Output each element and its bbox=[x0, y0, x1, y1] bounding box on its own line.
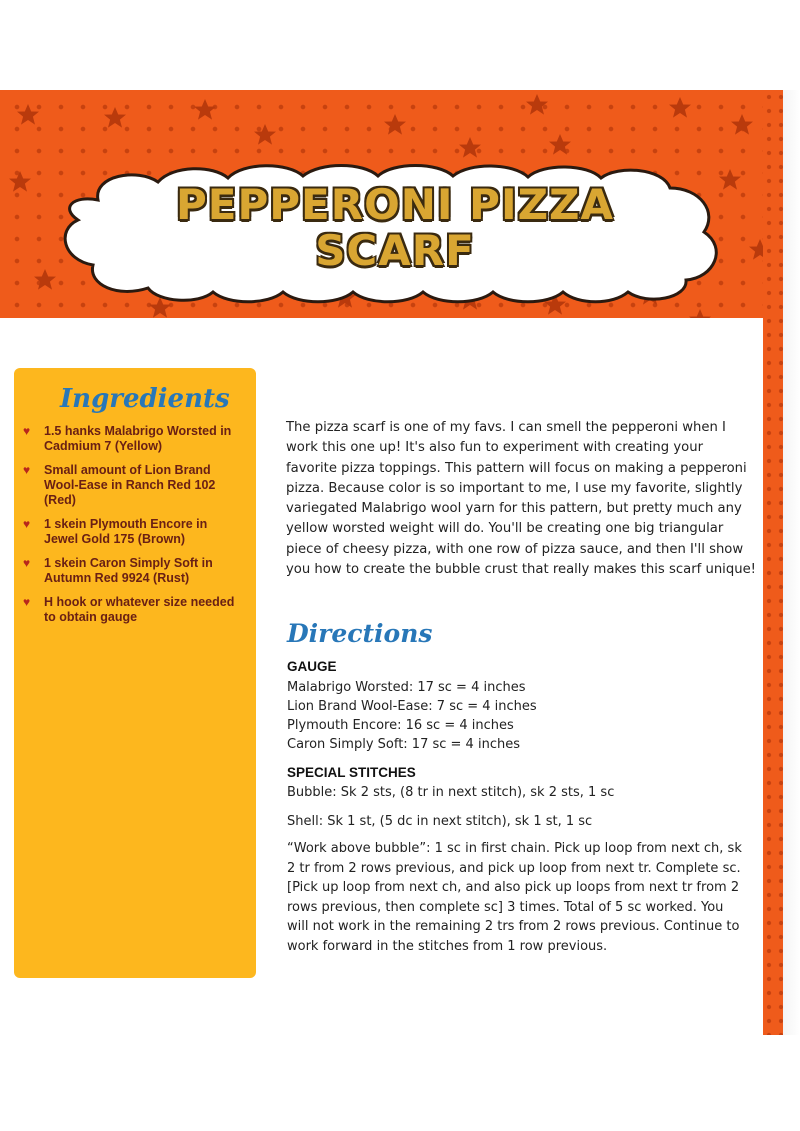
right-page-strip bbox=[763, 90, 783, 1035]
gauge-line: Malabrigo Worsted: 17 sc = 4 inches bbox=[287, 680, 526, 695]
gauge-line: Lion Brand Wool-Ease: 7 sc = 4 inches bbox=[287, 699, 537, 714]
heart-icon: ♥ bbox=[23, 517, 31, 531]
heart-icon: ♥ bbox=[23, 556, 31, 570]
ingredients-heading: Ingredients bbox=[60, 384, 230, 414]
bubble-stitch: Bubble: Sk 2 sts, (8 tr in next stitch), sk 2 sts, 1 sc bbox=[287, 785, 615, 800]
list-item: ♥ H hook or whatever size needed to obtain gauge bbox=[23, 595, 235, 624]
directions-heading: Directions bbox=[287, 619, 433, 648]
work-above-bubble-paragraph: “Work above bubble”: 1 sc in first chain. Pick up loop from next ch, sk 2 tr from 2 rows previous, and pick up loop from next tr. Complete sc. [Pick up loop from next ch, and also pick up loops from next tr from 2 rows previous, then complete sc] 3 times. Total of 5 sc worked. You will not work in the remaining 2 trs from 2 rows previous. Continue to work forward in the stitches from 1 row previous. bbox=[287, 841, 742, 954]
list-item: ♥ 1 skein Plymouth Encore in Jewel Gold 175 (Brown) bbox=[23, 517, 208, 546]
gauge-line: Caron Simply Soft: 17 sc = 4 inches bbox=[287, 737, 520, 752]
gauge-heading: GAUGE bbox=[287, 659, 337, 674]
heart-icon: ♥ bbox=[23, 595, 31, 609]
page-edge bbox=[783, 90, 800, 1035]
gauge-line: Plymouth Encore: 16 sc = 4 inches bbox=[287, 718, 514, 733]
list-item: ♥ 1.5 hanks Malabrigo Worsted in Cadmium 7 (Yellow) bbox=[23, 424, 232, 453]
page-title-line2: SCARF bbox=[315, 226, 475, 275]
intro-paragraph: The pizza scarf is one of my favs. I can smell the pepperoni when I work this one up! It's also fun to experiment with creating your favorite pizza toppings. This pattern will focus on making a pepperoni pizza. Because color is so important to me, I use my favorite, slightly variegated Malabrigo wool yarn for this pattern, but pretty much any yellow worsted weight will do. You'll be creating one big triangular piece of cheesy pizza, with one row of pizza sauce, and then I'll show you how to create the bubble crust that really makes this scarf unique! bbox=[286, 420, 756, 578]
ingredients-list bbox=[20, 424, 235, 634]
list-item: ♥ 1 skein Caron Simply Soft in Autumn Red 9924 (Rust) bbox=[23, 556, 213, 585]
heart-icon: ♥ bbox=[23, 463, 31, 477]
shell-stitch: Shell: Sk 1 st, (5 dc in next stitch), sk 1 st, 1 sc bbox=[287, 814, 593, 829]
list-item: ♥ Small amount of Lion Brand Wool-Ease in Ranch Red 102 (Red) bbox=[23, 463, 216, 507]
page-title-line1: PEPPERONI PIZZA bbox=[176, 180, 614, 229]
heart-icon: ♥ bbox=[23, 424, 31, 438]
special-stitches-heading: SPECIAL STITCHES bbox=[287, 765, 416, 780]
